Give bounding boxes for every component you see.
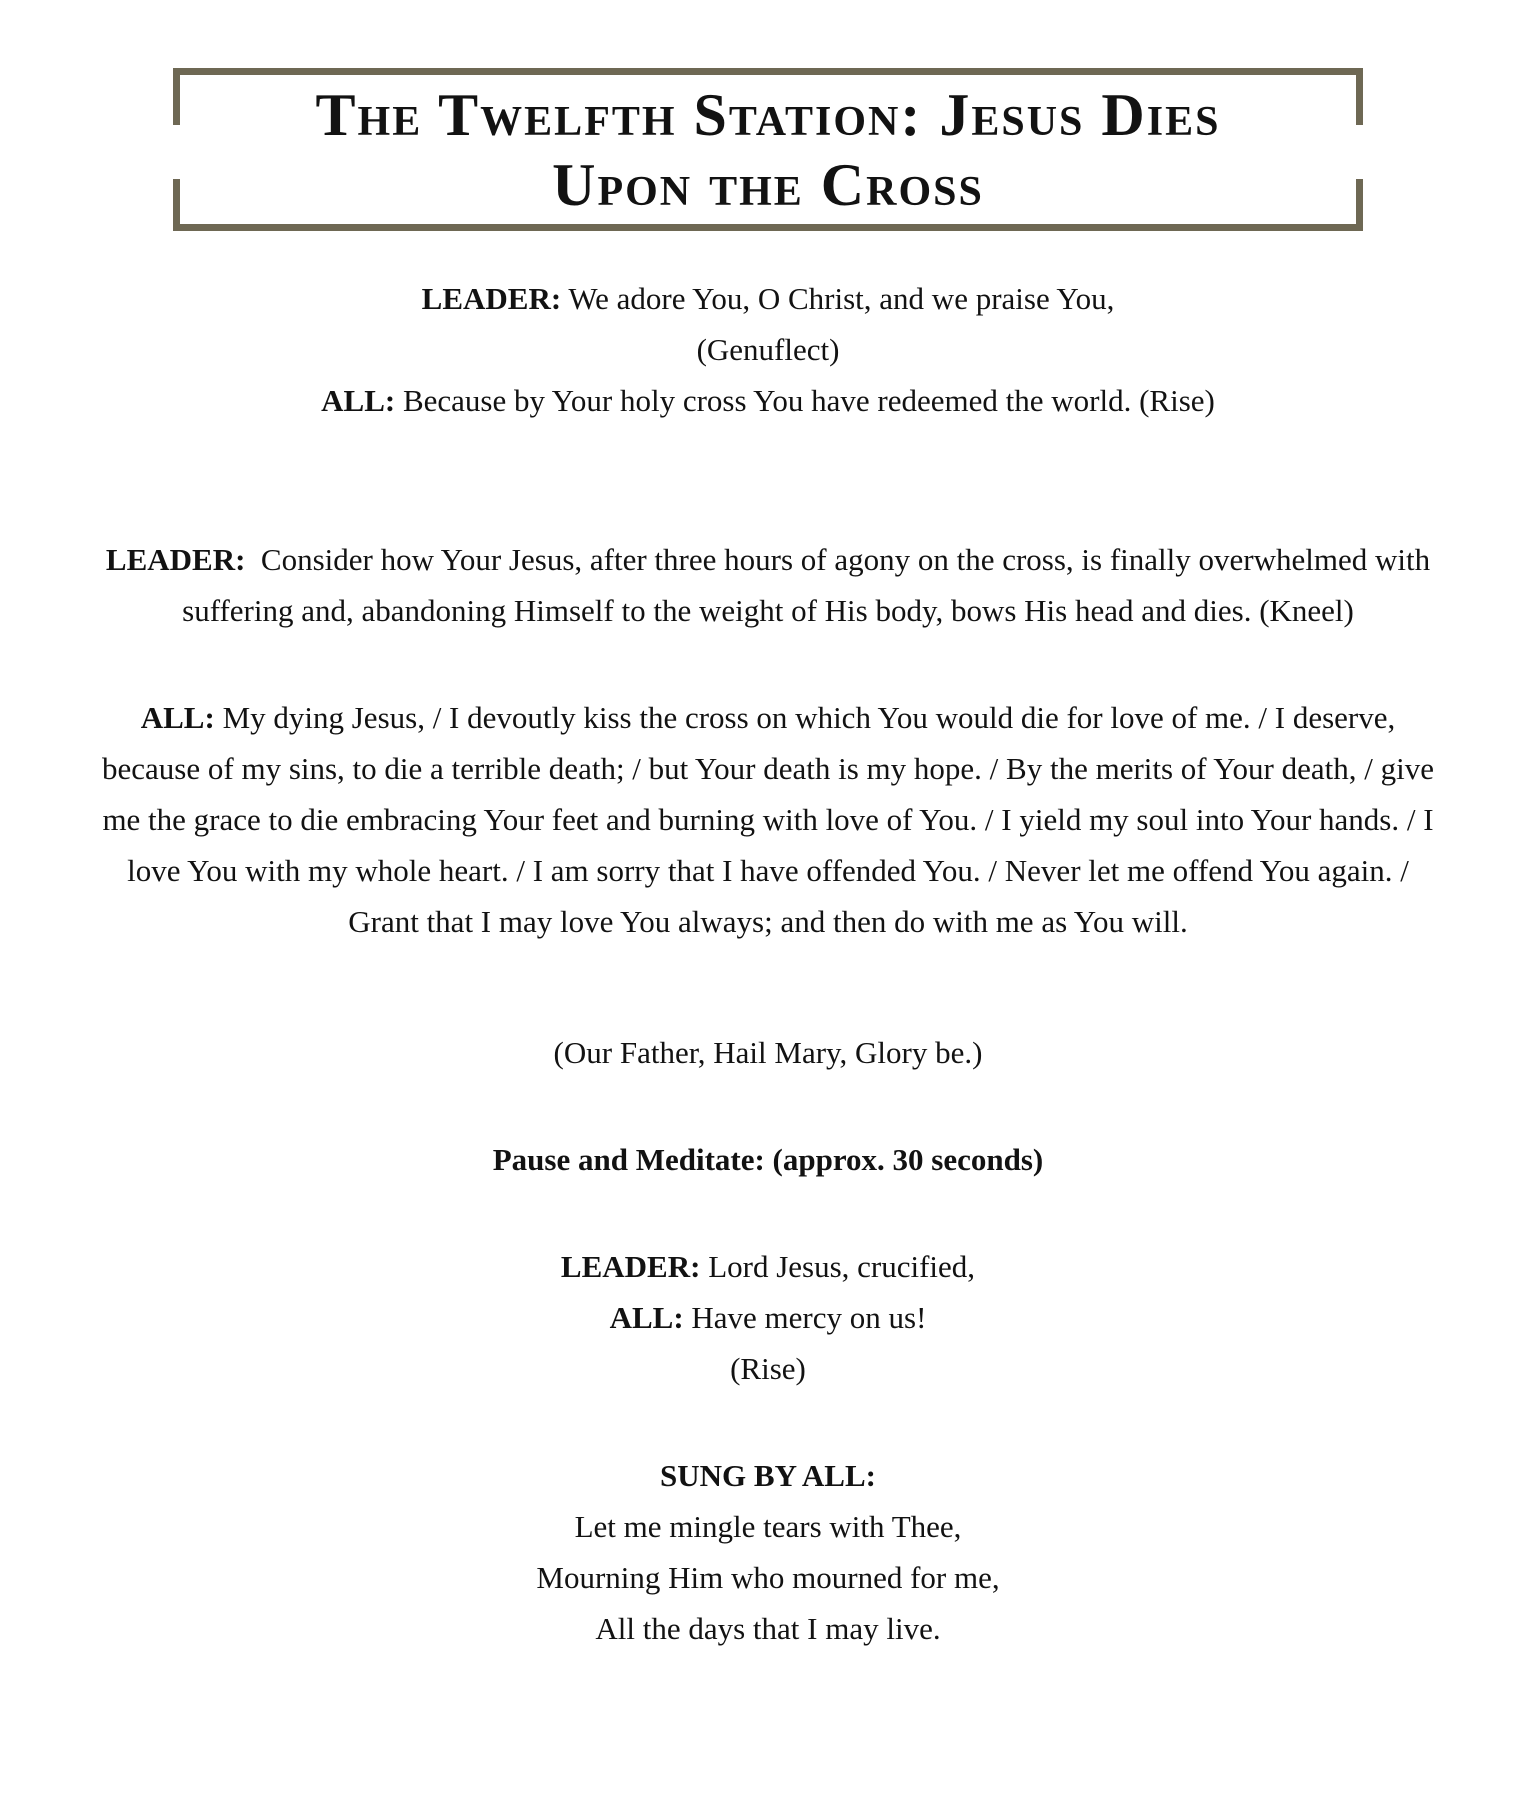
our-father-rubric	[98, 1027, 1438, 1078]
frame-left-bottom-border	[173, 179, 180, 231]
page-title-line-1: The Twelfth Station: Jesus Dies	[315, 82, 1221, 148]
page-title-line-2: Upon the Cross	[552, 152, 984, 218]
our-father-text: (Our Father, Hail Mary, Glory be.)	[553, 1035, 983, 1070]
frame-top-border	[173, 68, 1363, 75]
hymn-line: Mourning Him who mourned for me,	[536, 1560, 1000, 1595]
page-title	[183, 80, 1353, 220]
response-leader-line	[98, 1241, 1438, 1292]
leader-text: We adore You, O Christ, and we praise You,	[568, 281, 1115, 316]
leader-label: LEADER:	[105, 542, 246, 577]
meditation-paragraph	[98, 534, 1438, 636]
all-text: Have mercy on us!	[691, 1300, 927, 1335]
opening-leader-line	[98, 273, 1438, 324]
title-box	[173, 68, 1363, 231]
leader-label: LEADER:	[560, 1249, 701, 1284]
prayer-text: My dying Jesus, / I devoutly kiss the cross on which You would die for love of me. / I deserve, because of my sins, to die a terrible death; / but Your death is my hope. / By the merits of Your death, / give me the grace to die embracing Your feet and burning with love of You. / I yield my soul into Your hands. / I love You with my whole heart. / I am sorry that I have offended You. / Never let me offend You again. / Grant that I may love You always; and then do with me as You will.	[102, 700, 1434, 939]
opening-all-line	[98, 375, 1438, 426]
frame-right-top-border	[1356, 68, 1363, 125]
prayer-paragraph	[98, 692, 1438, 947]
rise-rubric: (Rise)	[730, 1351, 806, 1386]
genuflect-rubric: (Genuflect)	[696, 332, 840, 367]
frame-left-top-border	[173, 68, 180, 125]
meditation-text: Consider how Your Jesus, after three hours of agony on the cross, is finally overwhelmed with suffering and, abandoning Himself to the weight of His body, bows His head and dies. (Kneel)	[182, 542, 1431, 628]
all-label: ALL:	[609, 1300, 684, 1335]
frame-right-bottom-border	[1356, 179, 1363, 231]
response-all-line	[98, 1292, 1438, 1343]
hymn-line: All the days that I may live.	[595, 1611, 941, 1646]
leader-text: Lord Jesus, crucified,	[708, 1249, 976, 1284]
prayer-text-line	[98, 692, 1438, 947]
all-text: Because by Your holy cross You have redeemed the world. (Rise)	[402, 383, 1215, 418]
all-label: ALL:	[140, 700, 215, 735]
all-label: ALL:	[321, 383, 396, 418]
pause-text: Pause and Meditate: (approx. 30 seconds)	[492, 1142, 1044, 1177]
hymn-block	[98, 1450, 1438, 1654]
hymn-heading: SUNG BY ALL:	[660, 1458, 876, 1493]
meditation-text-line	[98, 534, 1438, 636]
hymn-line: Let me mingle tears with Thee,	[574, 1509, 962, 1544]
closing-versicle	[98, 1241, 1438, 1394]
opening-versicle	[98, 273, 1438, 426]
pause-instruction	[98, 1134, 1438, 1185]
liturgy-content	[98, 273, 1438, 1654]
frame-bottom-border	[173, 224, 1363, 231]
leader-label: LEADER:	[421, 281, 562, 316]
